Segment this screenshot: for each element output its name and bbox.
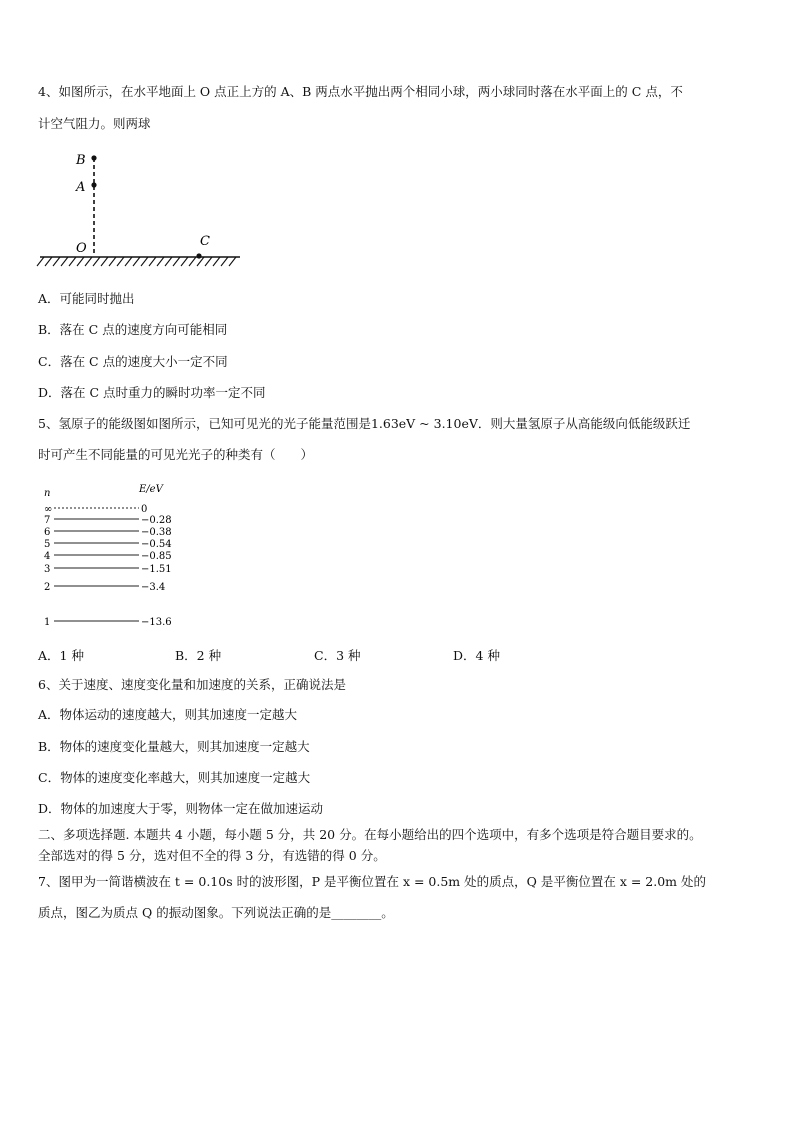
hatch-mark bbox=[213, 257, 220, 266]
hatch-mark bbox=[141, 257, 148, 266]
level-n-label: ∞ bbox=[44, 504, 53, 515]
level-energy-label: −0.85 bbox=[141, 551, 172, 562]
level-energy-label: −0.38 bbox=[141, 527, 172, 538]
point-A bbox=[91, 182, 96, 187]
hatch-mark bbox=[85, 257, 92, 266]
q5-option-d: D．4 种 bbox=[453, 648, 500, 663]
q5-option-c: C．3 种 bbox=[314, 648, 361, 663]
hatch-mark bbox=[101, 257, 108, 266]
level-energy-label: −0.54 bbox=[141, 539, 172, 550]
hatch-mark bbox=[53, 257, 60, 266]
hatch-mark bbox=[133, 257, 140, 266]
point-C bbox=[196, 253, 201, 258]
level-energy-label: −0.28 bbox=[141, 515, 172, 526]
hatch-mark bbox=[117, 257, 124, 266]
hatch-mark bbox=[205, 257, 212, 266]
q4-stem-line1: 4、如图所示，在水平地面上 O 点正上方的 A、B 两点水平抛出两个相同小球，两小球同时落在水平面上的 C 点，不 bbox=[38, 84, 683, 99]
q4-option-b: B．落在 C 点的速度方向可能相同 bbox=[38, 322, 228, 337]
label-A: A bbox=[76, 180, 86, 195]
level-n-label: 5 bbox=[44, 539, 51, 550]
label-C: C bbox=[200, 234, 210, 249]
level-n-label: 4 bbox=[44, 551, 51, 562]
level-n-label: 2 bbox=[44, 582, 51, 593]
q6-option-d: D．物体的加速度大于零，则物体一定在做加速运动 bbox=[38, 801, 324, 816]
hatch-mark bbox=[77, 257, 84, 266]
level-energy-label: −1.51 bbox=[141, 564, 172, 575]
q5-stem-line2: 时可产生不同能量的可见光光子的种类有（ ） bbox=[38, 447, 314, 462]
hatch-mark bbox=[157, 257, 164, 266]
section2-line1: 二、多项选择题. 本题共 4 小题，每小题 5 分，共 20 分。在每小题给出的四个选项中，有多个选项是符合题目要求的。 bbox=[38, 827, 702, 842]
hatch-mark bbox=[45, 257, 52, 266]
q4-projectile-figure bbox=[36, 148, 246, 272]
hatch-mark bbox=[125, 257, 132, 266]
hatch-mark bbox=[165, 257, 172, 266]
hatch-mark bbox=[173, 257, 180, 266]
hatch-mark bbox=[109, 257, 116, 266]
q7-stem-line2: 质点，图乙为质点 Q 的振动图象。下列说法正确的是________。 bbox=[38, 905, 394, 920]
hatch-mark bbox=[229, 257, 236, 266]
q6-stem: 6、关于速度、速度变化量和加速度的关系，正确说法是 bbox=[38, 677, 346, 692]
energy-level-diagram bbox=[36, 478, 196, 634]
level-energy-label: 0 bbox=[141, 504, 148, 515]
level-energy-label: −13.6 bbox=[141, 617, 172, 628]
e-header: E/eV bbox=[139, 484, 163, 495]
q4-stem-line2: 计空气阻力。则两球 bbox=[38, 116, 151, 131]
q5-stem-line1: 5、氢原子的能级图如图所示，已知可见光的光子能量范围是1.63eV ~ 3.10eV．则大量氢原子从高能级向低能级跃迁 bbox=[38, 416, 691, 431]
hatch-mark bbox=[61, 257, 68, 266]
level-n-label: 6 bbox=[44, 527, 51, 538]
hatch-mark bbox=[149, 257, 156, 266]
hatch-mark bbox=[93, 257, 100, 266]
hatch-mark bbox=[69, 257, 76, 266]
q6-option-a: A．物体运动的速度越大，则其加速度一定越大 bbox=[38, 707, 298, 722]
q7-stem-line1: 7、图甲为一简谐横波在 t = 0.10s 时的波形图，P 是平衡位置在 x = 0.5m 处的质点，Q 是平衡位置在 x = 2.0m 处的 bbox=[38, 874, 706, 889]
level-n-label: 1 bbox=[44, 617, 51, 628]
hatch-mark bbox=[37, 257, 44, 266]
level-n-label: 3 bbox=[44, 564, 51, 575]
level-energy-label: −3.4 bbox=[141, 582, 166, 593]
q5-option-a: A．1 种 bbox=[38, 648, 84, 663]
label-O: O bbox=[76, 241, 87, 256]
label-B: B bbox=[76, 153, 86, 168]
hatch-mark bbox=[181, 257, 188, 266]
hatch-mark bbox=[221, 257, 228, 266]
hatch-mark bbox=[189, 257, 196, 266]
q4-option-c: C．落在 C 点的速度大小一定不同 bbox=[38, 354, 228, 369]
q6-option-b: B．物体的速度变化量越大，则其加速度一定越大 bbox=[38, 739, 310, 754]
q6-option-c: C．物体的速度变化率越大，则其加速度一定越大 bbox=[38, 770, 311, 785]
level-n-label: 7 bbox=[44, 515, 51, 526]
q4-option-a: A．可能同时抛出 bbox=[38, 291, 135, 306]
section2-line2: 全部选对的得 5 分，选对但不全的得 3 分，有选错的得 0 分。 bbox=[38, 848, 386, 863]
q5-option-b: B．2 种 bbox=[175, 648, 222, 663]
n-header: n bbox=[44, 488, 51, 499]
ground-hatching bbox=[37, 257, 236, 266]
q4-option-d: D．落在 C 点时重力的瞬时功率一定不同 bbox=[38, 385, 266, 400]
point-B bbox=[91, 155, 96, 160]
